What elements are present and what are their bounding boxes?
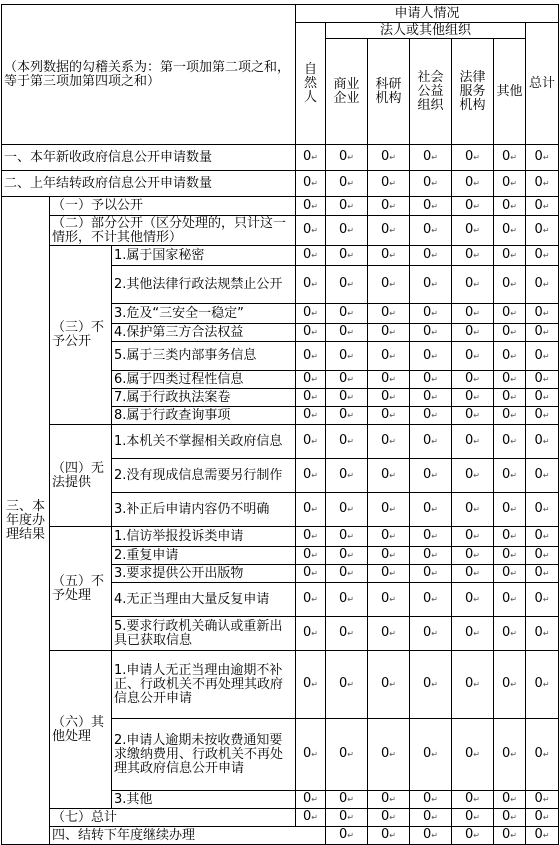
value-cell: 0 ↵: [410, 527, 452, 547]
value-cell: 0 ↵: [526, 565, 559, 583]
value-cell: 0 ↵: [410, 827, 452, 845]
value-cell: 0 ↵: [326, 371, 368, 389]
value-cell: 0 ↵: [326, 459, 368, 493]
row-new-requests: 一、本年新收政府信息公开申请数量: [2, 145, 296, 171]
reason-item: 3.要求提供公开出版物: [112, 565, 296, 583]
value-cell: 0 ↵: [368, 809, 410, 827]
value-cell: 0 ↵: [410, 583, 452, 617]
value-cell: 0 ↵: [368, 246, 410, 266]
reason-item: 5.属于三类内部事务信息: [112, 342, 296, 371]
value-cell: 0 ↵: [494, 617, 526, 651]
value-cell: 0 ↵: [326, 246, 368, 266]
value-cell: 0 ↵: [410, 216, 452, 246]
row-disclosed: （一）予以公开: [50, 197, 296, 216]
value-cell: 0 ↵: [452, 827, 494, 845]
value-cell: 0 ↵: [452, 809, 494, 827]
value-cell: 0 ↵: [326, 527, 368, 547]
value-cell: 0 ↵: [326, 809, 368, 827]
value-cell: 0 ↵: [452, 617, 494, 651]
value-cell: 0 ↵: [296, 719, 326, 791]
value-cell: 0 ↵: [368, 547, 410, 565]
col-public-welfare: 社会公益组织: [410, 39, 452, 145]
value-cell: 0 ↵: [296, 216, 326, 246]
value-cell: 0 ↵: [326, 719, 368, 791]
value-cell: 0 ↵: [368, 565, 410, 583]
reason-item: 3.其他: [112, 791, 296, 809]
table-row: [2, 651, 559, 719]
value-cell: 0 ↵: [452, 246, 494, 266]
value-cell: 0 ↵: [494, 547, 526, 565]
col-natural-person: 自然人: [296, 23, 326, 145]
reason-item: 2.重复申请: [112, 547, 296, 565]
value-cell: 0 ↵: [526, 342, 559, 371]
value-cell: 0 ↵: [326, 304, 368, 324]
value-cell: 0 ↵: [494, 371, 526, 389]
value-cell: 0 ↵: [452, 197, 494, 216]
value-cell: 0 ↵: [494, 493, 526, 527]
value-cell: 0 ↵: [452, 342, 494, 371]
value-cell: 0 ↵: [296, 565, 326, 583]
value-cell: 0 ↵: [526, 791, 559, 809]
value-cell: 0 ↵: [410, 809, 452, 827]
value-cell: 0 ↵: [368, 791, 410, 809]
table-row: [2, 197, 559, 216]
value-cell: 0 ↵: [526, 827, 559, 845]
value-cell: 0 ↵: [494, 459, 526, 493]
value-cell: 0 ↵: [296, 617, 326, 651]
value-cell: 0 ↵: [494, 389, 526, 407]
value-cell: 0 ↵: [368, 719, 410, 791]
value-cell: 0 ↵: [526, 216, 559, 246]
value-cell: 0 ↵: [368, 171, 410, 197]
table-row: [2, 425, 559, 459]
value-cell: 0 ↵: [326, 493, 368, 527]
value-cell: 0 ↵: [326, 324, 368, 342]
value-cell: 0 ↵: [494, 527, 526, 547]
value-cell: 0 ↵: [410, 547, 452, 565]
value-cell: 0 ↵: [296, 246, 326, 266]
value-cell: 0 ↵: [368, 493, 410, 527]
value-cell: 0 ↵: [494, 304, 526, 324]
value-cell: 0 ↵: [326, 389, 368, 407]
value-cell: 0 ↵: [326, 583, 368, 617]
statistics-table: [1, 4, 559, 845]
value-cell: 0 ↵: [452, 583, 494, 617]
value-cell: 0 ↵: [494, 791, 526, 809]
value-cell: 0 ↵: [368, 651, 410, 719]
value-cell: 0 ↵: [494, 246, 526, 266]
value-cell: 0 ↵: [526, 527, 559, 547]
value-cell: 0 ↵: [494, 583, 526, 617]
value-cell: 0 ↵: [494, 197, 526, 216]
value-cell: 0 ↵: [452, 493, 494, 527]
value-cell: 0 ↵: [296, 527, 326, 547]
value-cell: 0 ↵: [410, 459, 452, 493]
value-cell: 0 ↵: [326, 827, 368, 845]
value-cell: 0 ↵: [494, 342, 526, 371]
group-not-disclosed: （三）不予公开: [50, 246, 112, 425]
value-cell: 0 ↵: [526, 266, 559, 304]
value-cell: 0 ↵: [526, 145, 559, 171]
value-cell: 0 ↵: [410, 425, 452, 459]
value-cell: 0 ↵: [452, 459, 494, 493]
col-total: 总计: [526, 23, 559, 145]
value-cell: 0 ↵: [368, 304, 410, 324]
value-cell: 0 ↵: [452, 407, 494, 425]
value-cell: 0 ↵: [452, 171, 494, 197]
value-cell: 0 ↵: [368, 342, 410, 371]
row-carried-forward: 四、结转下年度继续办理: [50, 827, 326, 845]
value-cell: 0 ↵: [452, 425, 494, 459]
reason-item: 3.补正后申请内容仍不明确: [112, 493, 296, 527]
value-cell: 0 ↵: [494, 809, 526, 827]
value-cell: 0 ↵: [494, 827, 526, 845]
table-row: [2, 145, 559, 171]
value-cell: 0 ↵: [494, 407, 526, 425]
value-cell: 0 ↵: [410, 266, 452, 304]
reason-item: 8.属于行政查询事项: [112, 407, 296, 425]
reason-item: 6.属于四类过程性信息: [112, 371, 296, 389]
value-cell: 0 ↵: [526, 246, 559, 266]
value-cell: 0 ↵: [368, 583, 410, 617]
value-cell: 0 ↵: [296, 493, 326, 527]
value-cell: 0 ↵: [526, 583, 559, 617]
value-cell: 0 ↵: [296, 266, 326, 304]
value-cell: 0 ↵: [526, 425, 559, 459]
value-cell: 0 ↵: [526, 407, 559, 425]
col-legal-service: 法律服务机构: [452, 39, 494, 145]
value-cell: 0 ↵: [368, 216, 410, 246]
value-cell: 0 ↵: [296, 145, 326, 171]
value-cell: 0 ↵: [326, 145, 368, 171]
value-cell: 0 ↵: [410, 565, 452, 583]
value-cell: 0 ↵: [494, 324, 526, 342]
value-cell: 0 ↵: [452, 371, 494, 389]
value-cell: 0 ↵: [326, 425, 368, 459]
value-cell: 0 ↵: [368, 371, 410, 389]
value-cell: 0 ↵: [452, 719, 494, 791]
reason-item: 2.申请人逾期未按收费通知要求缴纳费用、行政机关不再处理其政府信息公开申请: [112, 719, 296, 791]
value-cell: 0 ↵: [296, 389, 326, 407]
value-cell: 0 ↵: [452, 389, 494, 407]
value-cell: 0 ↵: [326, 651, 368, 719]
value-cell: 0 ↵: [296, 407, 326, 425]
value-cell: 0 ↵: [410, 791, 452, 809]
value-cell: 0 ↵: [410, 617, 452, 651]
value-cell: 0 ↵: [326, 197, 368, 216]
value-cell: 0 ↵: [410, 246, 452, 266]
reason-item: 7.属于行政执法案卷: [112, 389, 296, 407]
col-commercial: 商业企业: [326, 39, 368, 145]
value-cell: 0 ↵: [326, 565, 368, 583]
value-cell: 0 ↵: [494, 216, 526, 246]
value-cell: 0 ↵: [494, 719, 526, 791]
value-cell: 0 ↵: [296, 651, 326, 719]
value-cell: 0 ↵: [296, 197, 326, 216]
value-cell: 0 ↵: [326, 216, 368, 246]
value-cell: 0 ↵: [368, 459, 410, 493]
row-subtotal: （七）总计: [50, 809, 296, 827]
value-cell: 0 ↵: [326, 617, 368, 651]
value-cell: 0 ↵: [410, 407, 452, 425]
value-cell: 0 ↵: [368, 425, 410, 459]
value-cell: 0 ↵: [526, 371, 559, 389]
value-cell: 0 ↵: [526, 651, 559, 719]
value-cell: 0 ↵: [410, 651, 452, 719]
value-cell: 0 ↵: [368, 617, 410, 651]
group-unable-to-provide: （四）无法提供: [50, 425, 112, 527]
value-cell: 0 ↵: [368, 527, 410, 547]
value-cell: 0 ↵: [368, 324, 410, 342]
value-cell: 0 ↵: [296, 171, 326, 197]
value-cell: 0 ↵: [526, 389, 559, 407]
value-cell: 0 ↵: [410, 719, 452, 791]
row-carried-over: 二、上年结转政府信息公开申请数量: [2, 171, 296, 197]
value-cell: 0 ↵: [296, 791, 326, 809]
value-cell: 0 ↵: [526, 809, 559, 827]
value-cell: 0 ↵: [494, 651, 526, 719]
value-cell: 0 ↵: [296, 324, 326, 342]
section-3-label: 三、本年度办理结果: [2, 197, 50, 845]
col-other: 其他: [494, 39, 526, 145]
value-cell: 0 ↵: [410, 324, 452, 342]
value-cell: 0 ↵: [410, 389, 452, 407]
value-cell: 0 ↵: [410, 145, 452, 171]
value-cell: 0 ↵: [452, 791, 494, 809]
table-row: [2, 527, 559, 547]
value-cell: 0 ↵: [368, 407, 410, 425]
value-cell: 0 ↵: [452, 324, 494, 342]
value-cell: 0 ↵: [296, 583, 326, 617]
value-cell: 0 ↵: [526, 459, 559, 493]
reason-item: 4.无正当理由大量反复申请: [112, 583, 296, 617]
table-row: [2, 809, 559, 827]
value-cell: 0 ↵: [526, 617, 559, 651]
value-cell: 0 ↵: [368, 145, 410, 171]
value-cell: 0 ↵: [296, 547, 326, 565]
value-cell: 0 ↵: [326, 342, 368, 371]
value-cell: 0 ↵: [326, 407, 368, 425]
reason-item: 1.本机关不掌握相关政府信息: [112, 425, 296, 459]
value-cell: 0 ↵: [526, 547, 559, 565]
reason-item: 2.没有现成信息需要另行制作: [112, 459, 296, 493]
table-row: [2, 216, 559, 246]
value-cell: 0 ↵: [410, 304, 452, 324]
value-cell: 0 ↵: [452, 565, 494, 583]
value-cell: 0 ↵: [494, 266, 526, 304]
value-cell: 0 ↵: [526, 197, 559, 216]
reason-item: 3.危及“三安全一稳定”: [112, 304, 296, 324]
value-cell: 0 ↵: [410, 493, 452, 527]
value-cell: 0 ↵: [368, 827, 410, 845]
table-row: [2, 171, 559, 197]
value-cell: 0 ↵: [526, 493, 559, 527]
value-cell: 0 ↵: [452, 527, 494, 547]
value-cell: 0 ↵: [410, 197, 452, 216]
note-cell: （本列数据的勾稽关系为：第一项加第二项之和，等于第三项加第四项之和）: [2, 5, 296, 145]
value-cell: 0 ↵: [296, 304, 326, 324]
value-cell: 0 ↵: [326, 171, 368, 197]
value-cell: 0 ↵: [452, 266, 494, 304]
value-cell: 0 ↵: [452, 547, 494, 565]
reason-item: 1.申请人无正当理由逾期不补正、行政机关不再处理其政府信息公开申请: [112, 651, 296, 719]
value-cell: 0 ↵: [410, 371, 452, 389]
value-cell: 0 ↵: [296, 371, 326, 389]
reason-item: 5.要求行政机关确认或重新出具已获取信息: [112, 617, 296, 651]
value-cell: 0 ↵: [368, 389, 410, 407]
value-cell: 0 ↵: [296, 425, 326, 459]
value-cell: 0 ↵: [526, 171, 559, 197]
legal-group-header: 法人或其他组织: [326, 23, 526, 39]
reason-item: 1.信访举报投诉类申请: [112, 527, 296, 547]
value-cell: 0 ↵: [494, 425, 526, 459]
applicant-header: 申请人情况: [296, 5, 559, 23]
value-cell: 0 ↵: [296, 809, 326, 827]
value-cell: 0 ↵: [452, 145, 494, 171]
value-cell: 0 ↵: [526, 719, 559, 791]
table-row: [2, 246, 559, 266]
value-cell: 0 ↵: [410, 342, 452, 371]
value-cell: 0 ↵: [296, 342, 326, 371]
value-cell: 0 ↵: [326, 791, 368, 809]
reason-item: 1.属于国家秘密: [112, 246, 296, 266]
row-partially-disclosed: （二）部分公开（区分处理的，只计这一情形，不计其他情形）: [50, 216, 296, 246]
group-not-processed: （五）不予处理: [50, 527, 112, 651]
reason-item: 4.保护第三方合法权益: [112, 324, 296, 342]
value-cell: 0 ↵: [494, 565, 526, 583]
reason-item: 2.其他法律行政法规禁止公开: [112, 266, 296, 304]
value-cell: 0 ↵: [368, 266, 410, 304]
value-cell: 0 ↵: [452, 304, 494, 324]
value-cell: 0 ↵: [526, 304, 559, 324]
value-cell: 0 ↵: [526, 324, 559, 342]
value-cell: 0 ↵: [296, 459, 326, 493]
group-other-handling: （六）其他处理: [50, 651, 112, 809]
value-cell: 0 ↵: [452, 651, 494, 719]
value-cell: 0 ↵: [326, 266, 368, 304]
value-cell: 0 ↵: [368, 197, 410, 216]
value-cell: 0 ↵: [326, 547, 368, 565]
col-research: 科研机构: [368, 39, 410, 145]
value-cell: 0 ↵: [494, 171, 526, 197]
value-cell: 0 ↵: [410, 171, 452, 197]
value-cell: 0 ↵: [494, 145, 526, 171]
value-cell: 0 ↵: [452, 216, 494, 246]
